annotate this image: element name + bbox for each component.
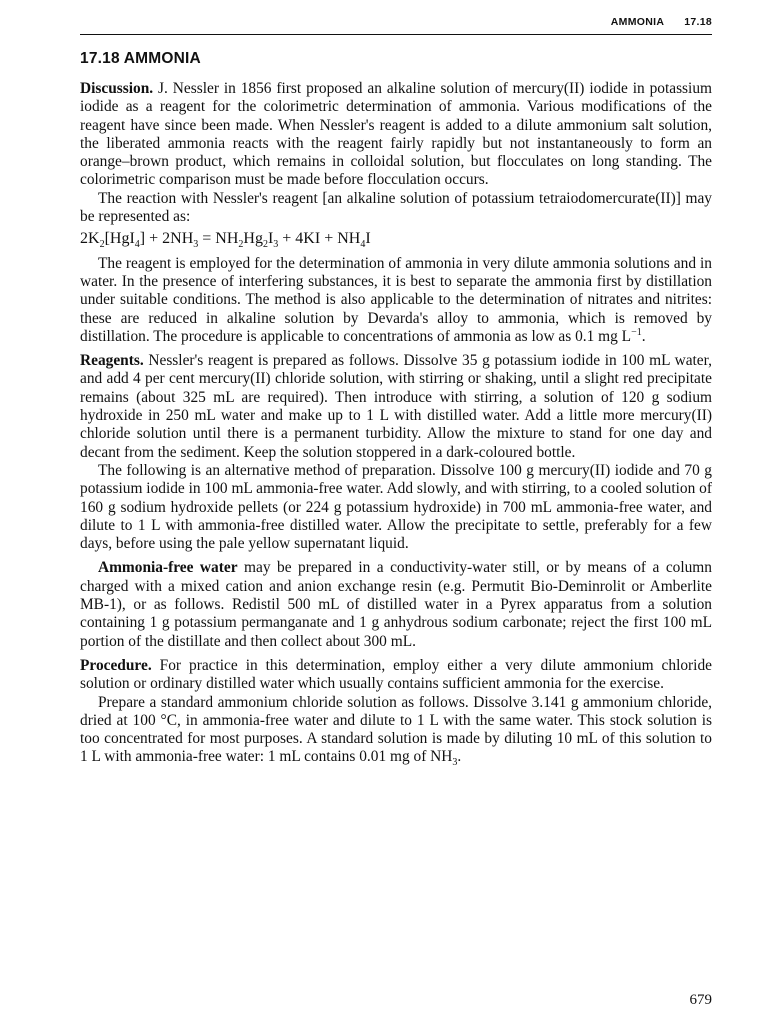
section-title: 17.18 AMMONIA <box>80 50 201 67</box>
discussion-paragraph-1: Discussion. J. Nessler in 1856 first proposed an alkaline solution of mercury(II) iodide in potassium iodide as a reagent for the colorimetric determination of ammonia. Various modifications of the reagent have since been made. When Nessler's reagent is added to a dilute ammonium salt solution, the liberated ammonia reacts with the reagent fairly rapidly but not instantaneously to form an orange–brown product, which remains in colloidal solution, but flocculates on long standing. The colorimetric comparison must be made before flocculation occurs. <box>80 80 712 189</box>
running-header <box>591 13 712 31</box>
discussion-paragraph-3: The reagent is employed for the determination of ammonia in very dilute ammonia solutions and in water. In the presence of interfering substances, it is best to separate the ammonia first by distillation under suitable conditions. The method is also applicable to the determination of nitrates and nitrites: these are reduced in alkaline solution by Devarda's alloy to ammonia, which is removed by distillation. The procedure is applicable to concentrations of ammonia as low as 0.1 mg $L^{-1}$. <box>80 254 712 345</box>
page-number: 679 <box>689 992 712 1008</box>
procedure-heading: Procedure. <box>80 656 152 674</box>
discussion-heading: Discussion. <box>80 80 154 97</box>
header-rule <box>80 34 712 35</box>
reagents-paragraph-2: The following is an alternative method of preparation. Dissolve 100 g mercury(II) iodide and 70 g potassium iodide in 100 mL ammonia-free water. Add slowly, and with stirring, to a cooled solution of 160 g sodium hydroxide pellets (or 224 g potassium hydroxide) in 700 mL ammonia-free water, and dilute to 1 L with ammonia-free distilled water. Allow the precipitate to settle, preferably for a few days, before using the pale yellow supernatant liquid. <box>80 461 712 553</box>
running-section-number: 17.18 <box>684 16 712 28</box>
body-text <box>80 80 712 767</box>
reagents-paragraph-1: Reagents. Nessler's reagent is prepared as follows. Dissolve 35 g potassium iodide in 100 mL water, and add 4 per cent mercury(II) chloride solution, with stirring or shaking, until a slight red precipitate remains (about 325 mL are required). Then introduce with stirring, a solution of 120 g sodium hydroxide in 250 mL water and make up to 1 L with distilled water. Add a little more mercury(II) chloride solution until there is a permanent turbidity. Allow the mixture to stand for one day and decant from the sediment. Keep the solution stoppered in a dark-coloured bottle. <box>80 352 712 461</box>
discussion-paragraph-2: The reaction with Nessler's reagent [an alkaline solution of potassium tetraiodomercurate(II)] may be represented as: <box>80 189 712 226</box>
reaction-equation: $2K_2[HgI_4] + 2NH_3 = NH_2Hg_2I_3 + 4KI + NH_4I$ <box>80 230 371 251</box>
ammonia-free-water-paragraph: Ammonia-free water may be prepared in a conductivity-water still, or by means of a column charged with a mixed cation and anion exchange resin (e.g. Permutit Bio-Deminrolit or Amberlite MB-1), or as follows. Redistil 500 mL of distilled water in a Pyrex apparatus from a solution containing 1 g potassium permanganate and 1 g anhydrous sodium carbonate; reject the first 100 mL portion of the distillate and then collect about 300 mL. <box>80 559 712 650</box>
reagents-heading: Reagents. <box>80 352 144 370</box>
procedure-paragraph-2: Prepare a standard ammonium chloride solution as follows. Dissolve 3.141 g ammonium chloride, dried at 100 °C, in ammonia-free water and dilute to 1 L with the same water. This stock solution is too concentrated for most purposes. A standard solution is made by diluting 10 mL of this solution to 1 L with ammonia-free water: 1 mL contains 0.01 mg of $NH_3$. <box>80 693 712 769</box>
procedure-paragraph-1: Procedure. For practice in this determination, employ either a very dilute ammonium chloride solution or ordinary distilled water which usually contains sufficient ammonia for the exercise. <box>80 656 712 693</box>
ammonia-free-heading: Ammonia-free water <box>98 559 238 577</box>
document-page <box>80 0 712 1024</box>
running-title: AMMONIA <box>610 16 665 28</box>
